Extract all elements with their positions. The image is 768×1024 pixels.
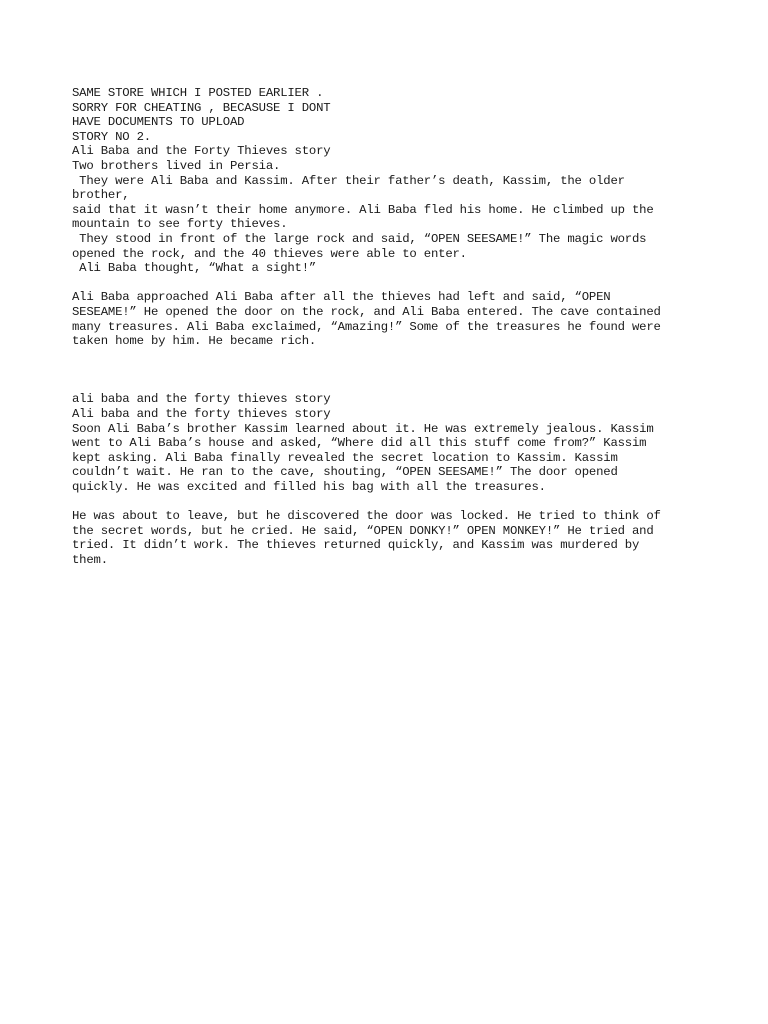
text-line: many treasures. Ali Baba exclaimed, “Amazing!” Some of the treasures he found were: [72, 319, 661, 334]
text-line: said that it wasn’t their home anymore. Ali Baba fled his home. He climbed up the: [72, 202, 654, 217]
blank-line: [72, 363, 712, 378]
text-line: brother,: [72, 188, 130, 203]
text-line: STORY NO 2.: [72, 129, 151, 144]
text-line: He was about to leave, but he discovered the door was locked. He tried to think of: [72, 509, 661, 524]
text-line: They stood in front of the large rock and said, “OPEN SEESAME!” The magic words: [72, 231, 647, 246]
blank-line: [72, 349, 712, 364]
text-line: Soon Ali Baba’s brother Kassim learned about it. He was extremely jealous. Kassim: [72, 421, 654, 436]
document-page: [72, 86, 712, 568]
text-line: tried. It didn’t work. The thieves returned quickly, and Kassim was murdered by: [72, 538, 640, 553]
section-heading: ali baba and the forty thieves story: [72, 392, 331, 407]
text-line: went to Ali Baba’s house and asked, “Where did all this stuff come from?” Kassim: [72, 436, 647, 451]
blank-line: [72, 495, 712, 510]
text-line: them.: [72, 553, 108, 567]
text-line: mountain to see forty thieves.: [72, 217, 288, 232]
blank-line: [72, 276, 712, 291]
blank-line: [72, 378, 712, 393]
text-line: SORRY FOR CHEATING , BECASUSE I DONT: [72, 100, 331, 115]
text-line: kept asking. Ali Baba finally revealed the secret location to Kassim. Kassim: [72, 450, 618, 465]
text-line: Ali Baba thought, “What a sight!”: [72, 261, 317, 276]
text-line: SAME STORE WHICH I POSTED EARLIER .: [72, 86, 324, 100]
text-line: opened the rock, and the 40 thieves were able to enter.: [72, 246, 467, 261]
story-title: Ali Baba and the Forty Thieves story: [72, 144, 331, 159]
text-line: HAVE DOCUMENTS TO UPLOAD: [72, 115, 245, 130]
text-line: quickly. He was excited and filled his bag with all the treasures.: [72, 480, 546, 495]
text-line: They were Ali Baba and Kassim. After their father’s death, Kassim, the older: [72, 173, 625, 188]
text-line: taken home by him. He became rich.: [72, 334, 317, 349]
section-heading: Ali baba and the forty thieves story: [72, 407, 331, 422]
text-line: the secret words, but he cried. He said, “OPEN DONKY!” OPEN MONKEY!” He tried and: [72, 523, 654, 538]
text-line: Two brothers lived in Persia.: [72, 158, 281, 173]
text-line: couldn’t wait. He ran to the cave, shouting, “OPEN SEESAME!” The door opened: [72, 465, 618, 480]
text-line: SESEAME!” He opened the door on the rock, and Ali Baba entered. The cave contained: [72, 304, 661, 319]
text-line: Ali Baba approached Ali Baba after all the thieves had left and said, “OPEN: [72, 290, 611, 305]
